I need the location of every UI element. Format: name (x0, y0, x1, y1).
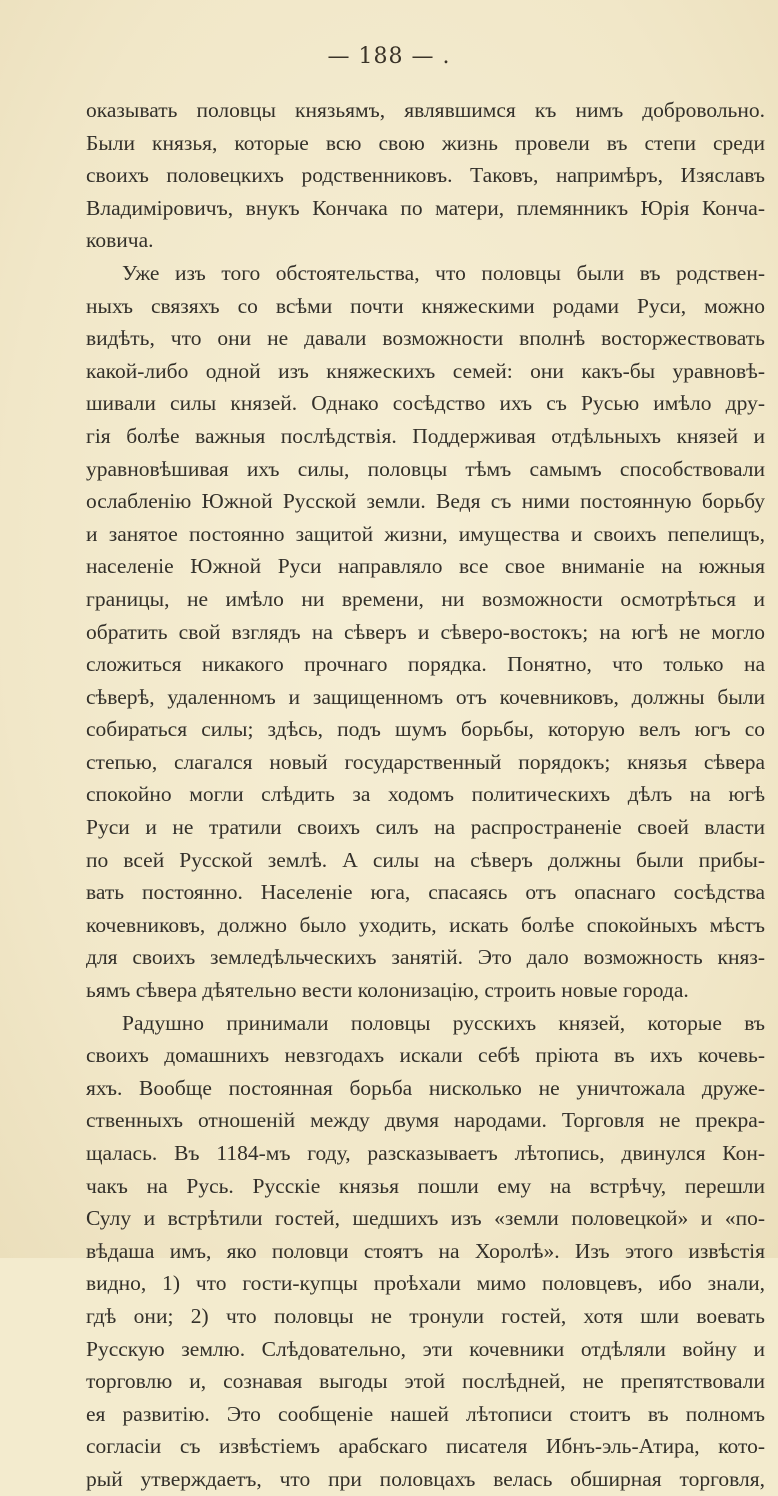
text-line: ея развитію. Это сообщеніе нашей лѣтописи стоитъ въ полномъ (86, 1401, 765, 1426)
paragraph-1 (86, 94, 765, 257)
text-line: своихъ половецкихъ родственниковъ. Таковъ, напримѣръ, Изяславъ (86, 163, 765, 188)
paragraph-3 (86, 1007, 765, 1496)
text-line: спокойно могли слѣдить за ходомъ политическихъ дѣлъ на югѣ (86, 782, 765, 807)
text-line: яхъ. Вообще постоянная борьба нисколько не уничтожала друже- (86, 1075, 765, 1100)
text-line: торговлю и, сознавая выгоды этой послѣдней, не препятствовали (86, 1369, 765, 1394)
text-line: ственныхъ отношеній между двумя народами. Торговля не прекра- (86, 1108, 765, 1133)
text-line: собираться силы; здѣсь, подъ шумъ борьбы, которую велъ югъ со (86, 717, 765, 742)
text-line: Русскую землю. Слѣдовательно, эти кочевники отдѣляли войну и (86, 1336, 765, 1361)
body-text (86, 94, 765, 1496)
text-line: Радушно принимали половцы русскихъ князей, которые въ (122, 1010, 765, 1035)
text-line: рый утверждаетъ, что при половцахъ велась обширная торговля, (86, 1466, 765, 1491)
text-line: чакъ на Русь. Русскіе князья пошли ему на встрѣчу, перешли (86, 1173, 765, 1198)
text-line: населеніе Южной Руси направляло все свое вниманіе на южныя (86, 554, 765, 579)
text-line: видно, 1) что гости-купцы проѣхали мимо половцевъ, ибо знали, (86, 1271, 765, 1296)
text-line: Руси и не тратили своихъ силъ на распространеніе своей власти (86, 815, 765, 840)
text-line: вать постоянно. Населеніе юга, спасаясь отъ опаснаго сосѣдства (86, 880, 765, 905)
text-line: сложиться никакого прочнаго порядка. Понятно, что только на (86, 652, 765, 677)
text-line: Владиміровичъ, внукъ Кончака по матери, племянникъ Юрія Конча- (86, 195, 765, 220)
text-line: гдѣ они; 2) что половцы не тронули гостей, хотя шли воевать (86, 1303, 765, 1328)
text-line: ослабленію Южной Русской земли. Ведя съ ними постоянную борьбу (86, 489, 765, 514)
text-line: согласіи съ извѣстіемъ арабскаго писателя Ибнъ-эль-Атира, кото- (86, 1434, 765, 1459)
text-line: границы, не имѣло ни времени, ни возможности осмотрѣться и (86, 586, 765, 611)
text-line: обратить свой взглядъ на сѣверъ и сѣверо-востокъ; на югѣ не могло (86, 619, 765, 644)
text-line: оказывать половцы князьямъ, являвшимся къ нимъ добровольно. (86, 98, 765, 122)
text-line: вѣдаша имъ, яко половци стоятъ на Хоролѣ». Изъ этого извѣстія (86, 1238, 765, 1263)
text-line: и занятое постоянно защитой жизни, имущества и своихъ пепелищъ, (86, 521, 765, 546)
text-line: ковича. (86, 228, 154, 253)
paragraph-2 (86, 257, 765, 1007)
text-line: ьямъ сѣвера дѣятельно вести колонизацію, строить новые города. (86, 978, 689, 1003)
text-line: шивали силы князей. Однако сосѣдство ихъ съ Русью имѣло дру- (86, 391, 765, 416)
page-number: — 188 — . (327, 44, 451, 69)
text-line: щалась. Въ 1184-мъ году, разсказываетъ лѣтопись, двинулся Кон- (86, 1141, 765, 1165)
text-line: степью, слагался новый государственный порядокъ; князья сѣвера (86, 749, 765, 774)
text-line: видѣть, что они не давали возможности вполнѣ восторжествовать (86, 326, 765, 351)
text-line: по всей Русской землѣ. А силы на сѣверъ должны были прибы- (86, 847, 765, 872)
text-line: какой-либо одной изъ княжескихъ семей: они какъ-бы уравновѣ- (86, 358, 765, 383)
text-line: сѣверѣ, удаленномъ и защищенномъ отъ кочевниковъ, должны были (86, 684, 765, 709)
text-line: уравновѣшивая ихъ силы, половцы тѣмъ самымъ способствовали (86, 456, 765, 481)
text-line: Сулу и встрѣтили гостей, шедшихъ изъ «земли половецкой» и «по- (86, 1206, 765, 1231)
text-line: гія болѣе важныя послѣдствія. Поддерживая отдѣльныхъ князей и (86, 423, 765, 448)
text-line: для своихъ земледѣльческихъ занятій. Это дало возможность княз- (86, 945, 765, 970)
text-line: Были князья, которые всю свою жизнь провели въ степи среди (86, 130, 765, 155)
text-line: ныхъ связяхъ со всѣми почти княжескими родами Руси, можно (86, 293, 765, 318)
text-line: Уже изъ того обстоятельства, что половцы были въ родствен- (122, 260, 765, 285)
text-line: своихъ домашнихъ невзгодахъ искали себѣ пріюта въ ихъ кочевь- (86, 1043, 765, 1068)
text-line: кочевниковъ, должно было уходить, искать болѣе спокойныхъ мѣстъ (86, 912, 765, 937)
